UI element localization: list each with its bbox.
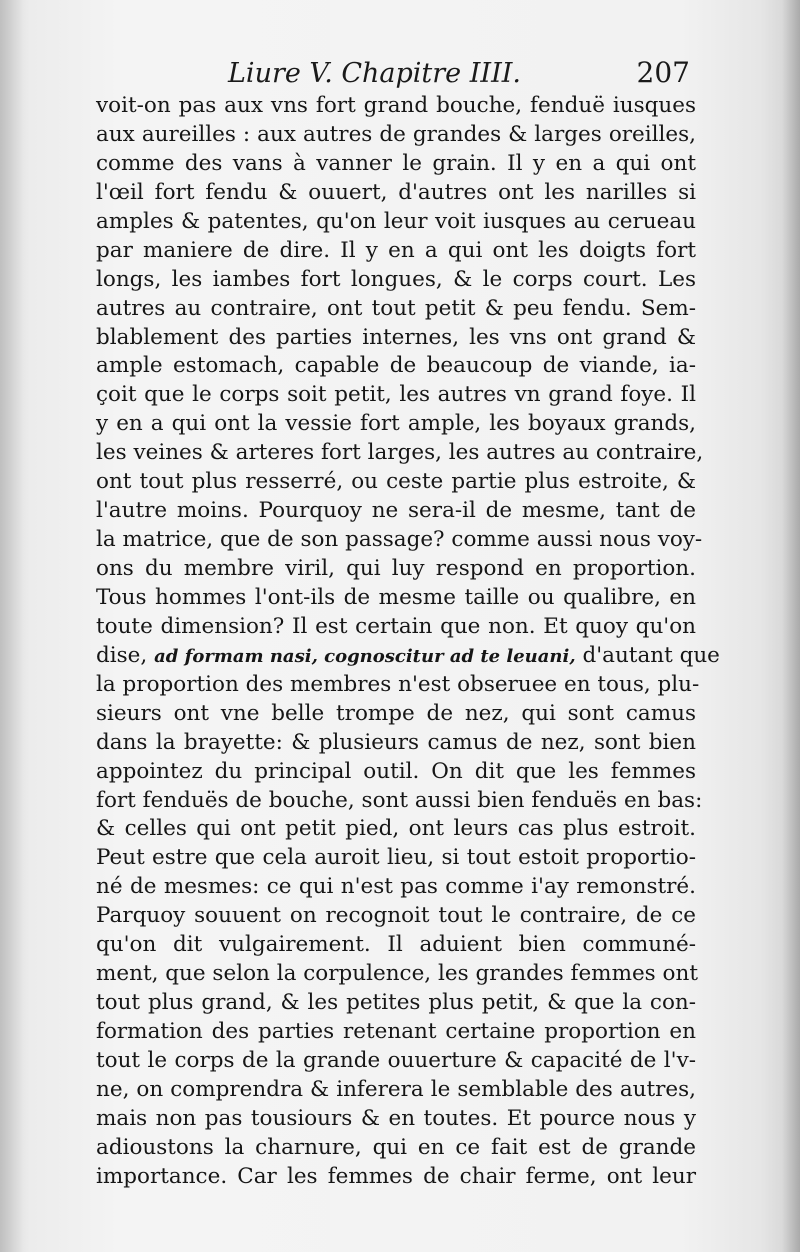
running-head: [100, 52, 690, 92]
text-line: ont tout plus resserré, ou ceste partie plus estroite, &: [96, 469, 696, 495]
text-line: Peut estre que cela auroit lieu, si tout estoit proportio-: [96, 845, 696, 871]
text-line: la proportion des membres n'est obseruee en tous, plu-: [96, 671, 700, 697]
latin-quotation: ad formam nasi, cognoscitur ad te leuani,: [154, 645, 576, 667]
text-line: amples & patentes, qu'on leur voit iusques au cerueau: [96, 208, 696, 234]
text-line: y en a qui ont la vessie fort ample, les boyaux grands,: [96, 411, 696, 437]
text-line: blablement des parties internes, les vns ont grand &: [96, 324, 696, 350]
text-segment: dise,: [96, 642, 155, 668]
text-line: Tous hommes l'ont-ils de mesme taille ou qualibre, en: [96, 584, 696, 610]
text-line: tout plus grand, & les petites plus petit, & que la con-: [96, 990, 696, 1016]
text-line: Parquoy souuent on recognoit tout le contraire, de ce: [96, 903, 696, 929]
text-line: ons du membre viril, qui luy respond en proportion.: [96, 556, 696, 581]
page-edge-shadow: [782, 0, 800, 1252]
text-line: importance. Car les femmes de chair ferme, ont leur: [96, 1163, 696, 1189]
text-line: toute dimension? Il est certain que non. Et quoy qu'on: [96, 613, 696, 639]
text-line: dans la brayette: & plusieurs camus de nez, sont bien: [96, 729, 696, 755]
text-line: [96, 642, 720, 671]
page-gutter-shadow: [0, 0, 24, 1252]
running-head-title: Liure V. Chapitre IIII.: [228, 58, 521, 89]
text-line: ample estomach, capable de beaucoup de viande, ia-: [96, 353, 696, 379]
text-line: les veines & arteres fort larges, les autres au contraire,: [96, 440, 704, 466]
text-segment: d'autant que: [575, 642, 720, 668]
text-line: l'œil fort fendu & ouuert, d'autres ont les narilles si: [96, 179, 696, 205]
body-text: [96, 92, 720, 1192]
text-line: autres au contraire, ont tout petit & peu fendu. Sem-: [96, 295, 696, 321]
page-number: 207: [636, 56, 690, 89]
text-line: ne, on comprendra & inferera le semblable des autres,: [96, 1076, 696, 1102]
text-line: l'autre moins. Pourquoy ne sera-il de mesme, tant de: [96, 498, 696, 524]
text-line: la matrice, que de son passage? comme aussi nous voy-: [96, 527, 703, 553]
text-line: ment, que selon la corpulence, les grandes femmes ont: [96, 961, 698, 987]
text-line: formation des parties retenant certaine proportion en: [96, 1019, 696, 1044]
text-line: appointez du principal outil. On dit que les femmes: [96, 758, 696, 784]
text-line: aux aureilles : aux autres de grandes & larges oreilles,: [96, 121, 696, 147]
text-line: fort fenduës de bouche, sont aussi bien fenduës en bas:: [96, 787, 703, 813]
text-line: par maniere de dire. Il y en a qui ont les doigts fort: [96, 237, 696, 263]
text-line: çoit que le corps soit petit, les autres vn grand foye. Il: [96, 382, 696, 408]
text-line: comme des vans à vanner le grain. Il y en a qui ont: [96, 150, 696, 176]
text-line: sieurs ont vne belle trompe de nez, qui sont camus: [96, 700, 696, 726]
text-line: voit-on pas aux vns fort grand bouche, fenduë iusques: [96, 93, 696, 118]
text-line: tout le corps de la grande ouuerture & capacité de l'v-: [96, 1047, 696, 1073]
text-line: né de mesmes: ce qui n'est pas comme i'ay remonstré.: [96, 874, 696, 900]
text-line: mais non pas tousiours & en toutes. Et pource nous y: [96, 1105, 696, 1131]
text-line: longs, les iambes fort longues, & le corps court. Les: [96, 266, 696, 292]
text-line: & celles qui ont petit pied, ont leurs cas plus estroit.: [96, 816, 696, 842]
text-line: adioustons la charnure, qui en ce fait est de grande: [96, 1134, 696, 1160]
text-line: qu'on dit vulgairement. Il aduient bien communé-: [96, 932, 696, 958]
